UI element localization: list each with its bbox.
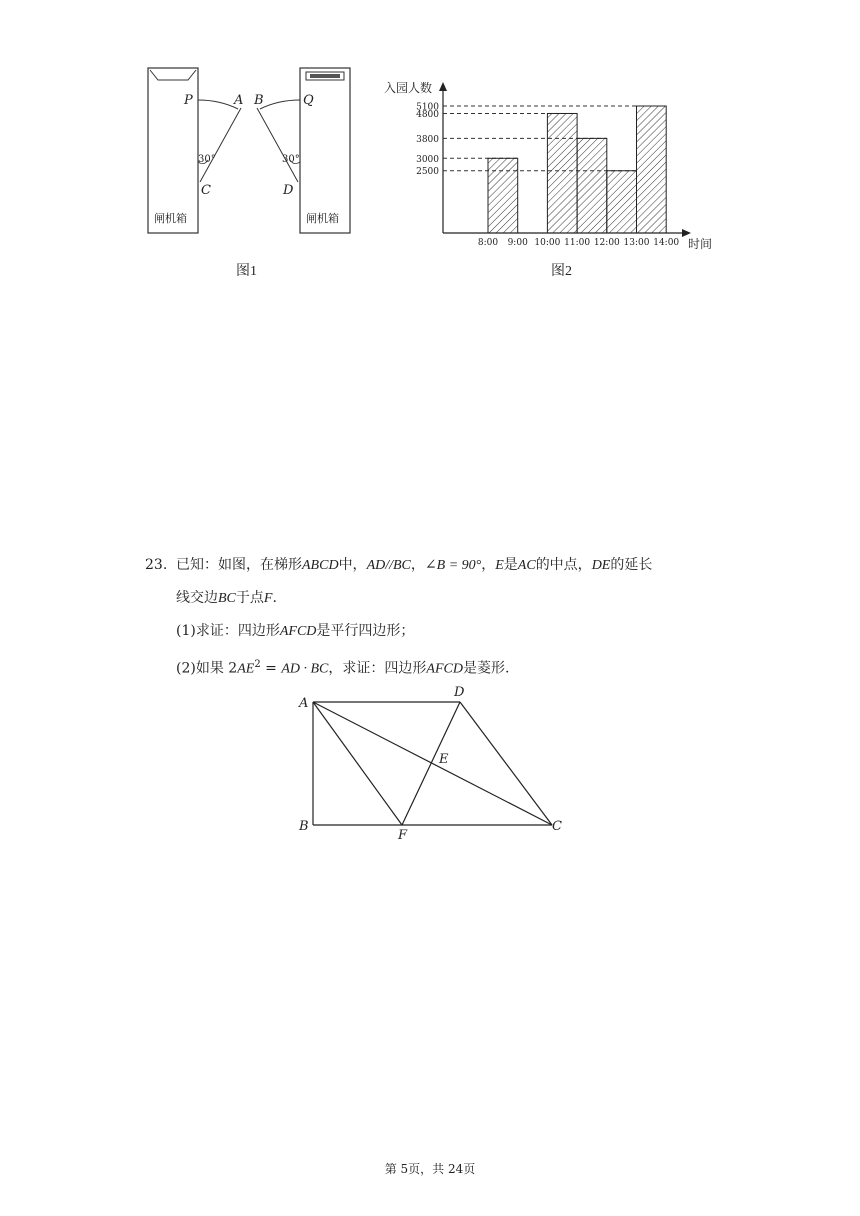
page-footer: 第 5页，共 24页 — [384, 1162, 476, 1176]
stem1-run: ABCD — [302, 558, 339, 573]
stem2-run: . — [272, 590, 277, 606]
stem1-run: 中， — [338, 557, 367, 573]
stem1-run: E — [495, 558, 504, 573]
stem1-run: 的延长 — [610, 557, 653, 573]
x-tick-label: 11:00 — [564, 238, 591, 248]
point-label-B: B — [299, 819, 309, 834]
stem1-run: 的中点， — [535, 557, 592, 573]
y-tick-label: 3800 — [416, 134, 439, 145]
segment-AC — [313, 702, 552, 825]
part2-run: AD · BC — [281, 661, 329, 677]
problem-stem-line-1 — [176, 555, 652, 576]
part1-run: 是平行四边形； — [316, 623, 415, 639]
point-label-F: F — [398, 828, 408, 842]
y-axis-arrow — [439, 82, 447, 91]
segment-BD — [257, 108, 298, 182]
point-label-E: E — [439, 752, 449, 767]
label-C: C — [201, 183, 211, 198]
point-label-D: D — [454, 685, 465, 700]
label-B: B — [254, 93, 264, 108]
right-box-label: 闸机箱 — [306, 212, 339, 225]
label-Q: Q — [303, 93, 314, 108]
part1-run: AFCD — [279, 624, 317, 639]
part2-run: 2 — [254, 659, 261, 670]
stem1-run: AD//BC — [366, 558, 411, 573]
y-tick-label: 4800 — [416, 109, 439, 120]
figure-2-caption: 图2 — [551, 264, 572, 279]
part1-run: (1)求证：四边形 — [176, 623, 280, 639]
point-label-C: C — [552, 819, 562, 834]
y-axis-label: 入园人数 — [384, 81, 433, 95]
label-A: A — [234, 93, 244, 108]
stem1-run: 已知：如图，在梯形 — [176, 557, 302, 573]
part2-run: ，求证：四边形 — [328, 660, 427, 677]
left-box-label: 闸机箱 — [154, 212, 187, 225]
part2-run: AFCD — [426, 661, 463, 677]
x-tick-label: 10:00 — [534, 238, 561, 248]
segment-AC — [200, 108, 241, 182]
x-axis-label: 时间 — [688, 237, 713, 251]
problem-number: 23. — [145, 557, 168, 573]
figure-1-gate-diagram — [140, 62, 360, 240]
x-tick-label: 8:00 — [477, 238, 499, 248]
arc-PA — [198, 100, 238, 109]
stem2-run: 于点 — [235, 590, 264, 606]
x-axis-arrow — [682, 229, 691, 237]
x-tick-label: 13:00 — [623, 238, 650, 248]
problem-stem-line-2 — [176, 588, 277, 609]
arc-QB — [260, 100, 300, 109]
stem1-run: 是 — [503, 557, 518, 573]
stem1-run: ∠B = 90° — [424, 558, 482, 573]
part2-run: 是菱形. — [462, 660, 510, 677]
figure-2-histogram — [382, 78, 722, 256]
histogram-bar — [607, 171, 637, 233]
angle-label-left: 30° — [198, 154, 216, 165]
histogram-bar — [488, 158, 518, 233]
problem-part-1 — [176, 621, 414, 642]
stem1-run: ， — [410, 557, 425, 573]
stem2-run: 线交边 — [176, 590, 218, 606]
x-tick-label: 9:00 — [507, 238, 528, 248]
stem1-run: AC — [517, 558, 536, 573]
figure-3-trapezoid — [294, 682, 574, 842]
segment-DF — [402, 702, 460, 825]
stem2-run: BC — [218, 591, 236, 606]
histogram-bar — [637, 106, 667, 233]
figure-1-caption: 图1 — [236, 264, 257, 279]
part2-run: (2)如果 2 — [176, 660, 238, 677]
segment-DC — [460, 702, 552, 825]
segment-AF — [313, 702, 402, 825]
part2-run: AE — [237, 661, 255, 677]
problem-part-2 — [176, 655, 509, 680]
y-tick-label: 5100 — [416, 102, 439, 113]
point-label-A: A — [299, 696, 309, 711]
y-tick-label: 2500 — [416, 167, 439, 178]
label-D: D — [283, 183, 294, 198]
x-tick-label: 12:00 — [593, 238, 620, 248]
stem1-run: DE — [591, 558, 611, 573]
x-tick-label: 14:00 — [653, 238, 680, 248]
angle-label-right: 30° — [282, 154, 300, 165]
y-tick-label: 3000 — [416, 154, 439, 165]
histogram-bar — [547, 113, 577, 233]
stem2-run: F — [263, 591, 273, 606]
part2-run: = — [260, 660, 282, 677]
stem1-run: ， — [481, 557, 496, 573]
label-P: P — [184, 93, 193, 108]
histogram-bar — [577, 138, 607, 233]
